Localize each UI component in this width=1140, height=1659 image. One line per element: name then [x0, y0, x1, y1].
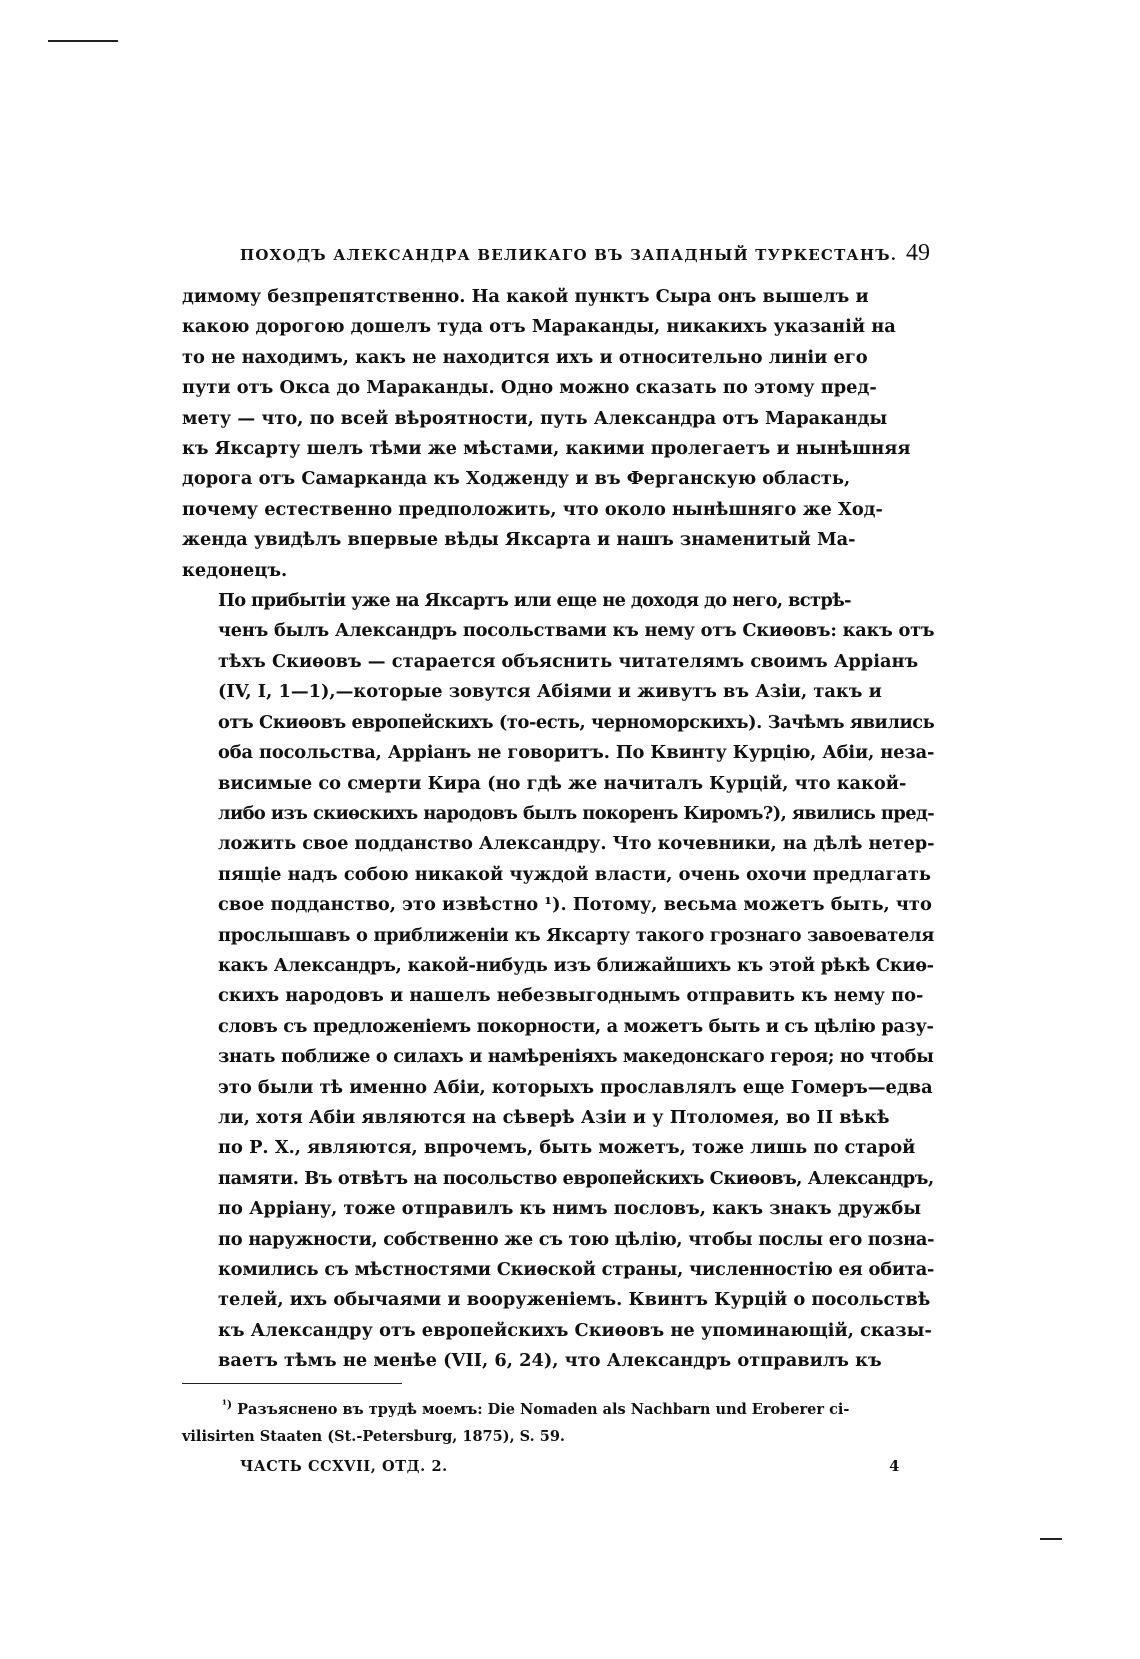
- body-text: [182, 282, 934, 1377]
- text-line: либо изъ скиѳскихъ народовъ былъ покоренъ Киромъ?), явились пред-: [218, 802, 934, 824]
- footnote-text: Разъяснено въ трудѣ моемъ: Die Nomaden als Nachbarn und Eroberer ci-: [237, 1400, 850, 1418]
- text-line: кедонецъ.: [182, 559, 288, 581]
- text-line: свое подданство, это извѣстно ¹). Потому, весьма можетъ быть, что: [218, 894, 932, 916]
- text-line: комились съ мѣстностями Скиѳской страны, численностію ея обита-: [218, 1259, 934, 1280]
- text-line: прослышавъ о приближеніи къ Яксарту такого грознаго завоевателя: [218, 924, 934, 946]
- crop-mark-bottom-right: [1040, 1538, 1062, 1540]
- text-line: почему естественно предположить, что около нынѣшняго же Ход-: [182, 498, 883, 520]
- running-title: ПОХОДЪ АЛЕКСАНДРА ВЕЛИКАГО ВЪ ЗАПАДНЫЙ ТУРКЕСТАНЪ.: [240, 246, 898, 264]
- signature-sheet: 4: [889, 1458, 900, 1475]
- text-line: къ Александру отъ европейскихъ Скиѳовъ не упоминающій, сказы-: [218, 1319, 932, 1341]
- text-line: ложить свое подданство Александру. Что кочевники, на дѣлѣ нетер-: [218, 833, 934, 855]
- text-line: по Арріану, тоже отправилъ къ нимъ пословъ, какъ знакъ дружбы: [218, 1198, 922, 1220]
- text-line: димому безпрепятственно. На какой пунктъ Сыра онъ вышелъ и: [182, 286, 869, 307]
- page-number: 49: [906, 240, 930, 266]
- text-line: къ Яксарту шелъ тѣми же мѣстами, какими пролегаетъ и нынѣшняя: [182, 438, 911, 460]
- text-line: скихъ народовъ и нашелъ небезвыгоднымъ отправить къ нему по-: [218, 985, 924, 1007]
- paragraph-1: [182, 282, 934, 586]
- text-line: телей, ихъ обычаями и вооруженіемъ. Квинтъ Курцій о посольствѣ: [218, 1289, 931, 1311]
- text-line: ченъ былъ Александръ посольствами къ нему отъ Скиѳовъ: какъ отъ: [218, 620, 934, 642]
- text-line: словъ съ предложеніемъ покорности, а можетъ быть и съ цѣлію разу-: [218, 1015, 934, 1037]
- text-line: пящіе надъ собою никакой чуждой власти, очень охочи предлагать: [218, 863, 931, 885]
- text-line: это были тѣ именно Абіи, которыхъ прославлялъ еще Гомеръ—едва: [218, 1076, 933, 1098]
- footnote-rule: [182, 1383, 402, 1384]
- footnote-line-2: vilisirten Staaten (St.-Petersburg, 1875), S. 59.: [182, 1427, 565, 1445]
- text-line: знать поближе о силахъ и намѣреніяхъ македонскаго героя; но чтобы: [218, 1046, 934, 1068]
- text-line: какою дорогою дошелъ туда отъ Мараканды, никакихъ указаній на: [182, 316, 896, 338]
- text-line: по наружности, собственно же съ тою цѣлію, чтобы послы его позна-: [218, 1228, 934, 1250]
- text-line: оба посольства, Арріанъ не говоритъ. По Квинту Курцію, Абіи, неза-: [218, 742, 934, 764]
- footnote-line-1: [182, 1391, 934, 1423]
- paragraph-2: [182, 586, 934, 1377]
- footnote-marker: ¹): [222, 1398, 233, 1411]
- text-line: (IV, I, 1—1),—которые зовутся Абіями и живутъ въ Азіи, такъ и: [218, 681, 882, 703]
- text-line: то не находимъ, какъ не находится ихъ и относительно линіи его: [182, 346, 868, 368]
- running-head: [240, 240, 930, 270]
- text-line: ли, хотя Абіи являются на сѣверѣ Азіи и у Птоломея, во II вѣкѣ: [218, 1106, 890, 1128]
- crop-mark-top-left: [48, 40, 118, 42]
- text-line: мету — что, по всей вѣроятности, путь Александра отъ Мараканды: [182, 407, 888, 429]
- signature-part: ЧАСТЬ CCXVII, ОТД. 2.: [240, 1458, 448, 1475]
- text-line: висимые со смерти Кира (но гдѣ же начиталъ Курцій, что какой-: [218, 772, 907, 794]
- text-line: отъ Скиѳовъ европейскихъ (то-есть, черноморскихъ). Зачѣмъ явились: [218, 711, 934, 733]
- text-line: пути отъ Окса до Мараканды. Одно можно сказать по этому пред-: [182, 377, 877, 399]
- text-line: женда увидѣлъ впервые вѣды Яксарта и нашъ знаменитый Ма-: [182, 529, 856, 551]
- printer-signature: [240, 1458, 900, 1475]
- text-line: ваетъ тѣмъ не менѣе (VII, 6, 24), что Александръ отправилъ къ: [218, 1350, 882, 1372]
- text-line: по Р. Х., являются, впрочемъ, быть можетъ, тоже лишь по старой: [218, 1137, 916, 1159]
- text-line: какъ Александръ, какой-нибудь изъ ближайшихъ къ этой рѣкѣ Скиѳ-: [218, 954, 934, 976]
- text-line: По прибытіи уже на Яксартъ или еще не доходя до него, встрѣ-: [218, 590, 851, 612]
- text-line: дорога отъ Самарканда къ Ходженду и въ Ферганскую область,: [182, 468, 851, 490]
- text-line: тѣхъ Скиѳовъ — старается объяснить читателямъ своимъ Арріанъ: [218, 650, 919, 672]
- text-line: памяти. Въ отвѣтъ на посольство европейскихъ Скиѳовъ, Александръ,: [218, 1167, 934, 1189]
- footnote: [182, 1391, 934, 1450]
